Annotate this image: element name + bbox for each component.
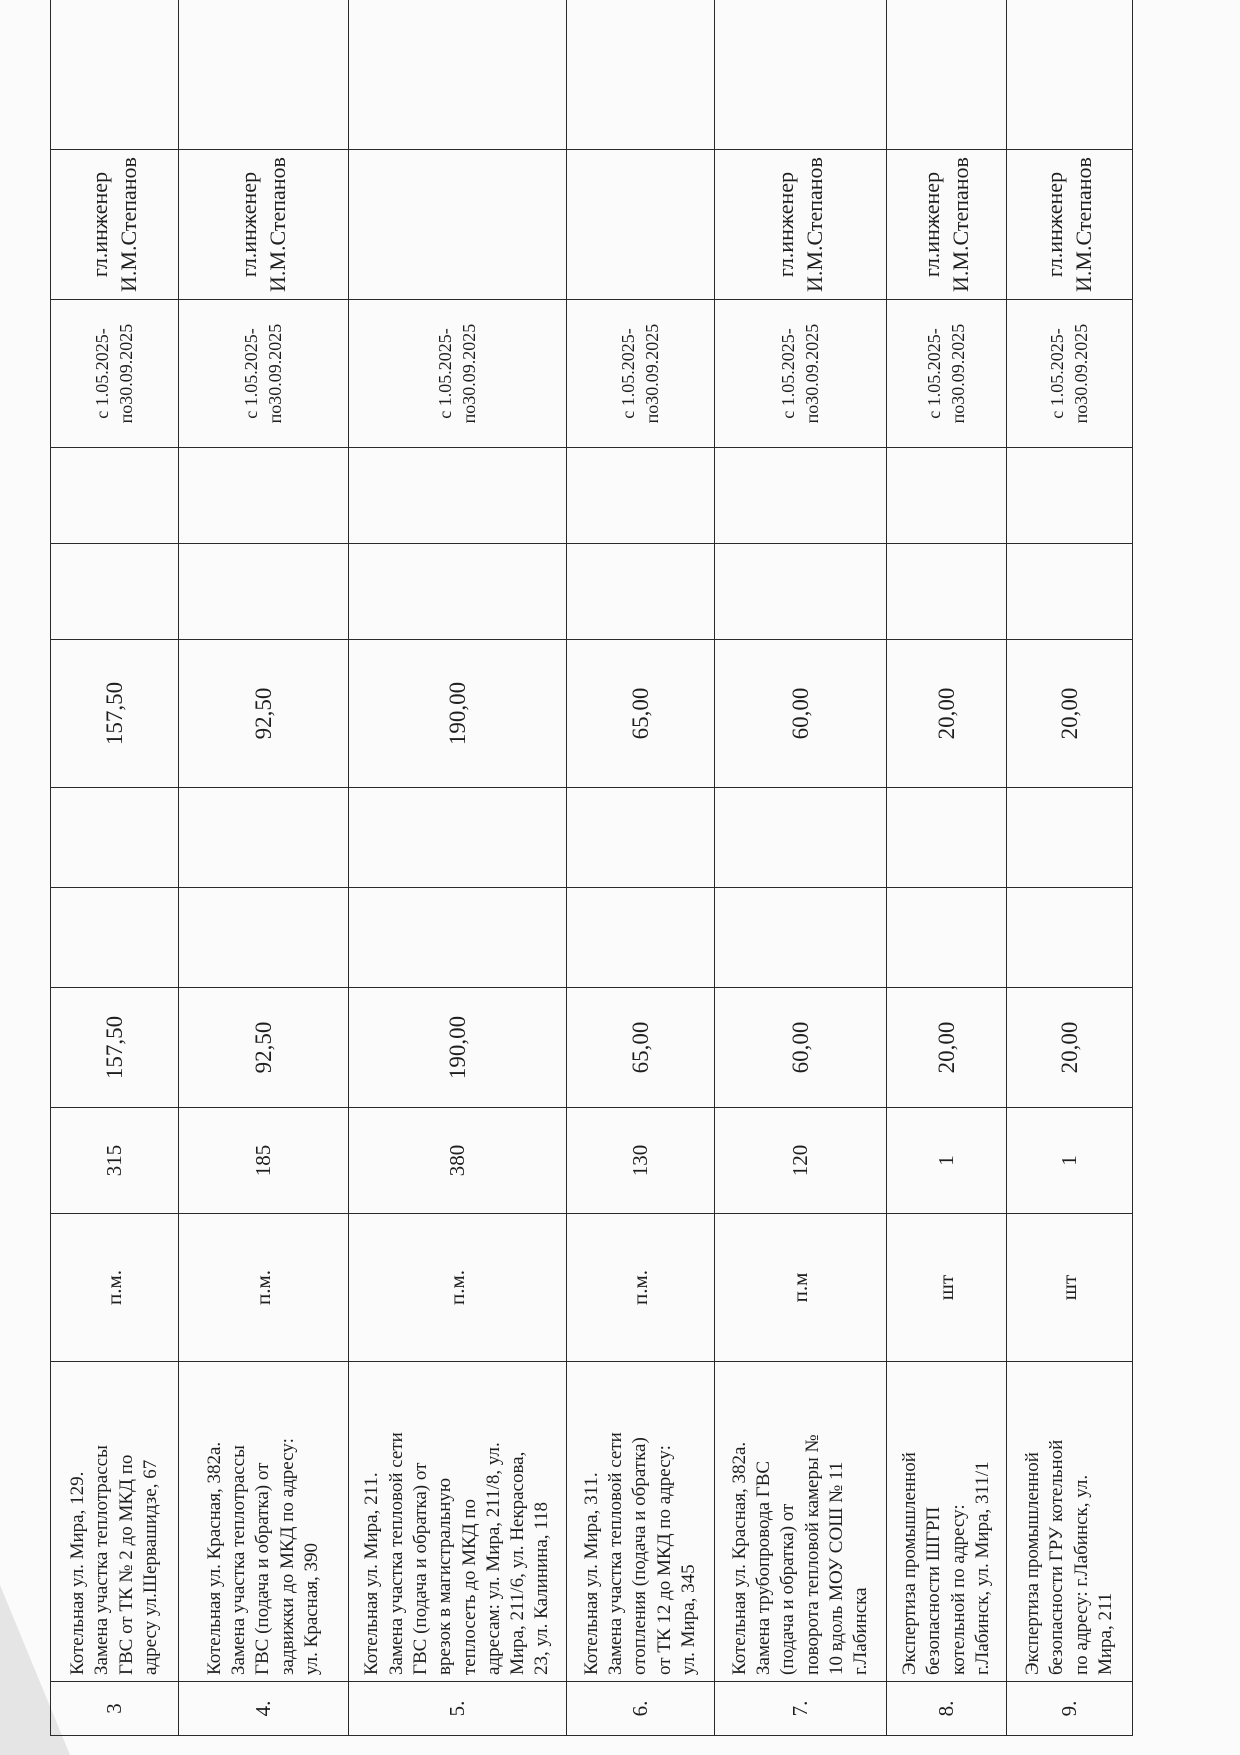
total-cost: 20,00: [887, 988, 1007, 1108]
empty-cell: [1007, 544, 1133, 640]
period-line: с 1.05.2025-: [241, 328, 262, 419]
unit-of-measure: шт: [1007, 1214, 1133, 1362]
unit-of-measure: п.м.: [567, 1214, 715, 1362]
responsible-person: [179, 150, 349, 300]
work-description: [51, 1362, 179, 1682]
row-number: 6.: [567, 1682, 715, 1736]
quantity: 185: [179, 1108, 349, 1214]
execution-period: [567, 300, 715, 448]
description-line: ГВС (подача и обратка) от: [409, 1462, 431, 1675]
empty-cell: [567, 888, 715, 988]
work-description: [887, 1362, 1007, 1682]
unit-of-measure: п.м.: [179, 1214, 349, 1362]
empty-cell: [51, 788, 179, 888]
description-line: Замена участка тепловой сети: [385, 1432, 407, 1675]
description-line: Котельная ул. Мира, 129.: [66, 1471, 88, 1675]
period-line: по30.09.2025: [641, 323, 662, 424]
note-cell: [715, 0, 887, 150]
empty-cell: [567, 788, 715, 888]
execution-period: [179, 300, 349, 448]
description-line: котельной по адресу:: [947, 1504, 969, 1675]
responsible-line: И.М.Степанов: [801, 157, 827, 292]
description-line: Замена участка тепловой сети: [605, 1432, 627, 1675]
rotated-table-container: [50, 96, 1132, 1736]
period-line: по30.09.2025: [801, 323, 822, 424]
work-description: [349, 1362, 567, 1682]
empty-cell: [1007, 888, 1133, 988]
description-line: отопления (подача и обратка): [629, 1437, 651, 1675]
own-funds-cost: 20,00: [887, 640, 1007, 788]
period-line: по30.09.2025: [458, 323, 479, 424]
row-number: 4.: [179, 1682, 349, 1736]
empty-cell: [567, 448, 715, 544]
empty-cell: [1007, 788, 1133, 888]
description-line: от ТК 12 до МКД по адресу:: [653, 1445, 675, 1675]
description-line: ул. Красная, 390: [300, 1542, 322, 1675]
row-number: 5.: [349, 1682, 567, 1736]
description-line: Мира, 211: [1094, 1592, 1116, 1675]
description-line: Котельная ул. Красная, 382а.: [728, 1441, 750, 1675]
description-line: Экспертиза промышленной: [898, 1452, 920, 1675]
description-line: безопасности ГРУ котельной: [1046, 1439, 1068, 1675]
empty-cell: [349, 448, 567, 544]
row-number: 8.: [887, 1682, 1007, 1736]
description-line: теплосеть до МКД по: [458, 1498, 480, 1675]
period-line: с 1.05.2025-: [1047, 328, 1068, 419]
responsible-person: [567, 150, 715, 300]
description-line: г.Лабинск, ул. Мира, 311/1: [971, 1461, 993, 1675]
own-funds-cost: 157,50: [51, 640, 179, 788]
period-line: с 1.05.2025-: [435, 328, 456, 419]
empty-cell: [887, 888, 1007, 988]
period-line: по30.09.2025: [264, 323, 285, 424]
table-body: [51, 0, 1133, 1736]
table-row: [349, 0, 567, 1736]
responsible-person: [715, 150, 887, 300]
row-number: 9.: [1007, 1682, 1133, 1736]
total-cost: 60,00: [715, 988, 887, 1108]
quantity: 1: [887, 1108, 1007, 1214]
quantity: 380: [349, 1108, 567, 1214]
responsible-line: И.М.Степанов: [1070, 157, 1096, 292]
responsible-person: [887, 150, 1007, 300]
own-funds-cost: 92,50: [179, 640, 349, 788]
empty-cell: [887, 448, 1007, 544]
empty-cell: [715, 888, 887, 988]
empty-cell: [1007, 448, 1133, 544]
unit-of-measure: п.м.: [51, 1214, 179, 1362]
work-description: [179, 1362, 349, 1682]
description-line: (подача и обратка) от: [777, 1503, 799, 1675]
description-line: Замена участка теплотрассы: [91, 1445, 113, 1675]
quantity: 315: [51, 1108, 179, 1214]
responsible-line: гл.инженер: [919, 171, 945, 278]
responsible-line: гл.инженер: [236, 171, 262, 278]
description-line: по адресу: г.Лабинск, ул.: [1070, 1474, 1092, 1675]
description-line: ГВС от ТК № 2 до МКД по: [115, 1454, 137, 1675]
table-row: [51, 0, 179, 1736]
period-line: с 1.05.2025-: [924, 328, 945, 419]
empty-cell: [349, 788, 567, 888]
description-line: 23, ул. Калинина, 118: [531, 1501, 553, 1675]
responsible-line: И.М.Степанов: [947, 157, 973, 292]
period-line: по30.09.2025: [1070, 323, 1091, 424]
description-line: врезок в магистральную: [434, 1477, 456, 1675]
table-row: [887, 0, 1007, 1736]
works-table: [50, 0, 1133, 1736]
execution-period: [1007, 300, 1133, 448]
note-cell: [349, 0, 567, 150]
quantity: 120: [715, 1108, 887, 1214]
total-cost: 190,00: [349, 988, 567, 1108]
responsible-line: гл.инженер: [1042, 171, 1068, 278]
row-number: 7.: [715, 1682, 887, 1736]
empty-cell: [715, 544, 887, 640]
quantity: 1: [1007, 1108, 1133, 1214]
period-line: с 1.05.2025-: [92, 328, 113, 419]
empty-cell: [179, 544, 349, 640]
empty-cell: [179, 448, 349, 544]
empty-cell: [567, 544, 715, 640]
own-funds-cost: 190,00: [349, 640, 567, 788]
unit-of-measure: п.м.: [349, 1214, 567, 1362]
empty-cell: [715, 788, 887, 888]
note-cell: [179, 0, 349, 150]
empty-cell: [349, 888, 567, 988]
period-line: с 1.05.2025-: [778, 328, 799, 419]
total-cost: 157,50: [51, 988, 179, 1108]
total-cost: 20,00: [1007, 988, 1133, 1108]
execution-period: [51, 300, 179, 448]
responsible-person: [1007, 150, 1133, 300]
description-line: Мира, 211/6, ул. Некрасова,: [507, 1451, 529, 1675]
empty-cell: [179, 788, 349, 888]
note-cell: [51, 0, 179, 150]
table-row: [1007, 0, 1133, 1736]
work-description: [567, 1362, 715, 1682]
description-line: безопасности ШГРП: [923, 1506, 945, 1675]
work-description: [715, 1362, 887, 1682]
own-funds-cost: 60,00: [715, 640, 887, 788]
empty-cell: [179, 888, 349, 988]
description-line: задвижки до МКД по адресу:: [276, 1438, 298, 1675]
period-line: с 1.05.2025-: [618, 328, 639, 419]
row-number: 3: [51, 1682, 179, 1736]
description-line: Котельная ул. Мира, 211.: [361, 1472, 383, 1675]
empty-cell: [887, 544, 1007, 640]
work-description: [1007, 1362, 1133, 1682]
description-line: адресам: ул. Мира, 211/8, ул.: [482, 1442, 504, 1675]
own-funds-cost: 65,00: [567, 640, 715, 788]
empty-cell: [51, 544, 179, 640]
empty-cell: [51, 448, 179, 544]
responsible-line: гл.инженер: [773, 171, 799, 278]
table-row: [567, 0, 715, 1736]
note-cell: [887, 0, 1007, 150]
description-line: ул. Мира, 345: [677, 1564, 699, 1675]
description-line: г.Лабинска: [850, 1587, 872, 1675]
responsible-line: гл.инженер: [87, 171, 113, 278]
total-cost: 92,50: [179, 988, 349, 1108]
responsible-person: [349, 150, 567, 300]
description-line: Котельная ул. Красная, 382а.: [203, 1441, 225, 1675]
description-line: адресу ул.Шервашидзе, 67: [139, 1459, 161, 1675]
description-line: поворота тепловой камеры №: [801, 1434, 823, 1675]
period-line: по30.09.2025: [115, 323, 136, 424]
quantity: 130: [567, 1108, 715, 1214]
description-line: Котельная ул. Мира, 311.: [580, 1472, 602, 1675]
description-line: Замена трубопровода ГВС: [752, 1460, 774, 1675]
execution-period: [715, 300, 887, 448]
note-cell: [1007, 0, 1133, 150]
description-line: Экспертиза промышленной: [1021, 1452, 1043, 1675]
execution-period: [349, 300, 567, 448]
empty-cell: [715, 448, 887, 544]
responsible-line: И.М.Степанов: [264, 157, 290, 292]
description-line: ГВС (подача и обратка) от: [252, 1462, 274, 1675]
table-row: [715, 0, 887, 1736]
unit-of-measure: шт: [887, 1214, 1007, 1362]
own-funds-cost: 20,00: [1007, 640, 1133, 788]
empty-cell: [51, 888, 179, 988]
responsible-person: [51, 150, 179, 300]
empty-cell: [349, 544, 567, 640]
description-line: 10 вдоль МОУ СОШ № 11: [825, 1461, 847, 1675]
responsible-line: И.М.Степанов: [115, 157, 141, 292]
execution-period: [887, 300, 1007, 448]
empty-cell: [887, 788, 1007, 888]
description-line: Замена участка теплотрассы: [228, 1445, 250, 1675]
table-row: [179, 0, 349, 1736]
unit-of-measure: п.м: [715, 1214, 887, 1362]
period-line: по30.09.2025: [947, 323, 968, 424]
note-cell: [567, 0, 715, 150]
total-cost: 65,00: [567, 988, 715, 1108]
